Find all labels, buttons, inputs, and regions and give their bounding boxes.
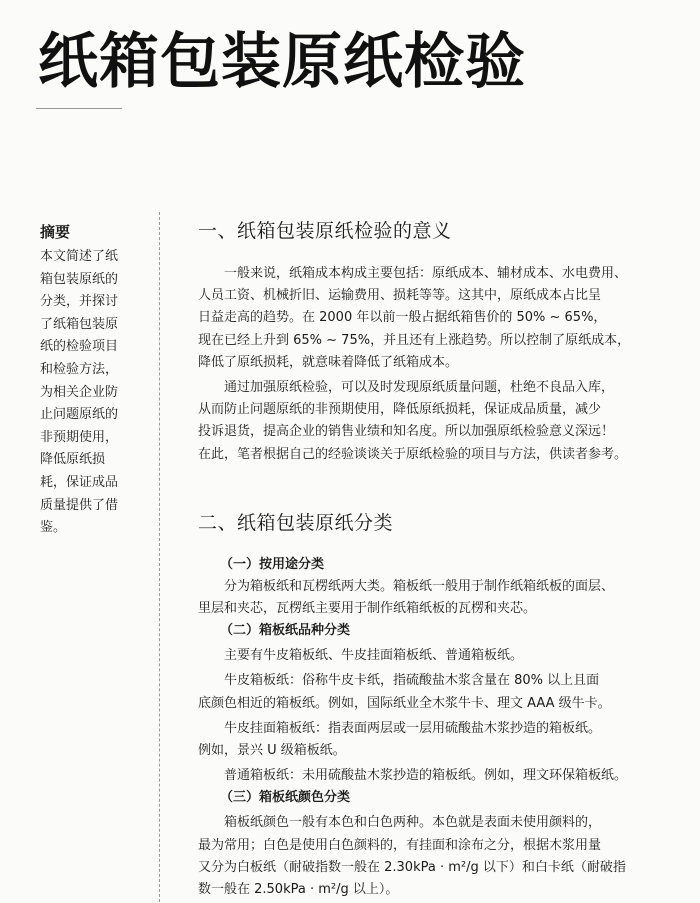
section-1-paragraph-1 xyxy=(198,263,630,374)
subsection-2-paragraph-4 xyxy=(198,765,630,787)
abstract-line: 本文简述了纸 xyxy=(40,249,119,264)
abstract-line: 止问题原纸的 xyxy=(40,407,119,423)
subsection-1-heading: （一）按用途分类 xyxy=(220,556,325,572)
abstract-line: 了纸箱包装原 xyxy=(40,316,119,332)
section-1-paragraph-2 xyxy=(198,377,630,466)
text-line: 牛皮箱板纸：俗称牛皮卡纸，指硫酸盐木浆含量在 80% 以上且面 xyxy=(224,673,600,689)
text-line: 在此，笔者根据自己的经验谈谈关于原纸检验的项目与方法，供读者参考。 xyxy=(198,446,628,462)
text-line: 牛皮挂面箱板纸：指表面两层或一层用硫酸盐木浆抄造的箱板纸。 xyxy=(224,720,602,736)
text-line: 通过加强原纸检验，可以及时发现原纸质量问题，杜绝不良品入库， xyxy=(224,380,615,396)
subsection-2-paragraph-2 xyxy=(198,670,630,714)
section-2-title: 二、纸箱包装原纸分类 xyxy=(198,511,394,534)
subsection-3-heading: （三）箱板纸颜色分类 xyxy=(220,790,351,806)
title-rule xyxy=(36,108,122,109)
text-line: 分为箱板纸和瓦楞纸两大类。箱板纸一般用于制作纸箱纸板的面层、 xyxy=(224,578,615,594)
subsection-2-heading: （二）箱板纸品种分类 xyxy=(220,623,351,639)
text-line: 投诉退货，提高企业的销售业绩和知名度。所以加强原纸检验意义深远！ xyxy=(198,424,615,440)
section-1-title: 一、纸箱包装原纸检验的意义 xyxy=(198,220,452,242)
abstract-box xyxy=(40,222,136,540)
text-line: 一般来说，纸箱成本构成主要包括：原纸成本、辅材成本、水电费用、 xyxy=(224,266,628,281)
text-line: 又分为白板纸（耐破指数一般在 2.30kPa · m²/g 以下）和白卡纸（耐破指 xyxy=(198,859,626,875)
text-line: 箱板纸颜色一般有本色和白色两种。本色就是表面未使用颜料的， xyxy=(224,815,602,831)
text-line: 日益走高的趋势。在 2000 年以前一般占据纸箱售价的 50% ~ 65%， xyxy=(198,310,607,326)
text-line: 现在已经上升到 65% ~ 75%，并且还有上涨趋势。所以控制了原纸成本， xyxy=(198,332,631,348)
text-line: 人员工资、机械折旧、运输费用、损耗等等。这其中，原纸成本占比呈 xyxy=(198,288,602,304)
abstract-line: 纸的检验项目 xyxy=(40,339,119,355)
abstract-text xyxy=(40,246,136,540)
text-line: 里层和夹芯，瓦楞纸主要用于制作纸箱纸板的瓦楞和夹芯。 xyxy=(198,601,537,617)
abstract-line: 耗，保证成品 xyxy=(40,474,119,490)
text-line: 底颜色相近的箱板纸。例如，国际纸业全木浆牛卡、理文 AAA 级牛卡。 xyxy=(198,695,611,711)
text-line: 例如，景兴 U 级箱板纸。 xyxy=(198,743,346,759)
subsection-2-paragraph-3 xyxy=(198,718,630,762)
main-column xyxy=(198,212,630,901)
abstract-heading: 摘要 xyxy=(40,223,71,241)
text-line: 最为常用；白色是使用白色颜料的，有挂面和涂布之分，根据木浆用量 xyxy=(198,837,602,853)
abstract-line: 箱包装原纸的 xyxy=(40,271,119,287)
abstract-line: 非预期使用， xyxy=(40,429,119,445)
subsection-1-paragraph xyxy=(198,576,630,620)
subsection-3-paragraph xyxy=(198,812,630,901)
column-divider xyxy=(159,212,160,902)
abstract-line: 质量提供了借 xyxy=(40,497,119,513)
text-line: 降低了原纸损耗，就意味着降低了纸箱成本。 xyxy=(198,354,459,370)
abstract-line: 分类，并探讨 xyxy=(40,294,119,310)
text-line: 主要有牛皮箱板纸、牛皮挂面箱板纸、普通箱板纸。 xyxy=(224,648,524,664)
subsection-2-paragraph-1 xyxy=(198,645,630,667)
text-line: 普通箱板纸：未用硫酸盐木浆抄造的箱板纸。例如，理文环保箱板纸。 xyxy=(224,768,628,784)
abstract-line: 和检验方法， xyxy=(40,361,119,377)
abstract-line: 鉴。 xyxy=(40,520,67,536)
abstract-line: 为相关企业防 xyxy=(40,384,119,400)
text-line: 从而防止问题原纸的非预期使用，降低原纸损耗，保证成品质量，减少 xyxy=(198,402,602,418)
abstract-line: 降低原纸损 xyxy=(40,452,106,468)
text-line: 数一般在 2.50kPa · m²/g 以上）。 xyxy=(198,882,399,898)
article-title: 纸箱包装原纸检验 xyxy=(38,27,526,97)
